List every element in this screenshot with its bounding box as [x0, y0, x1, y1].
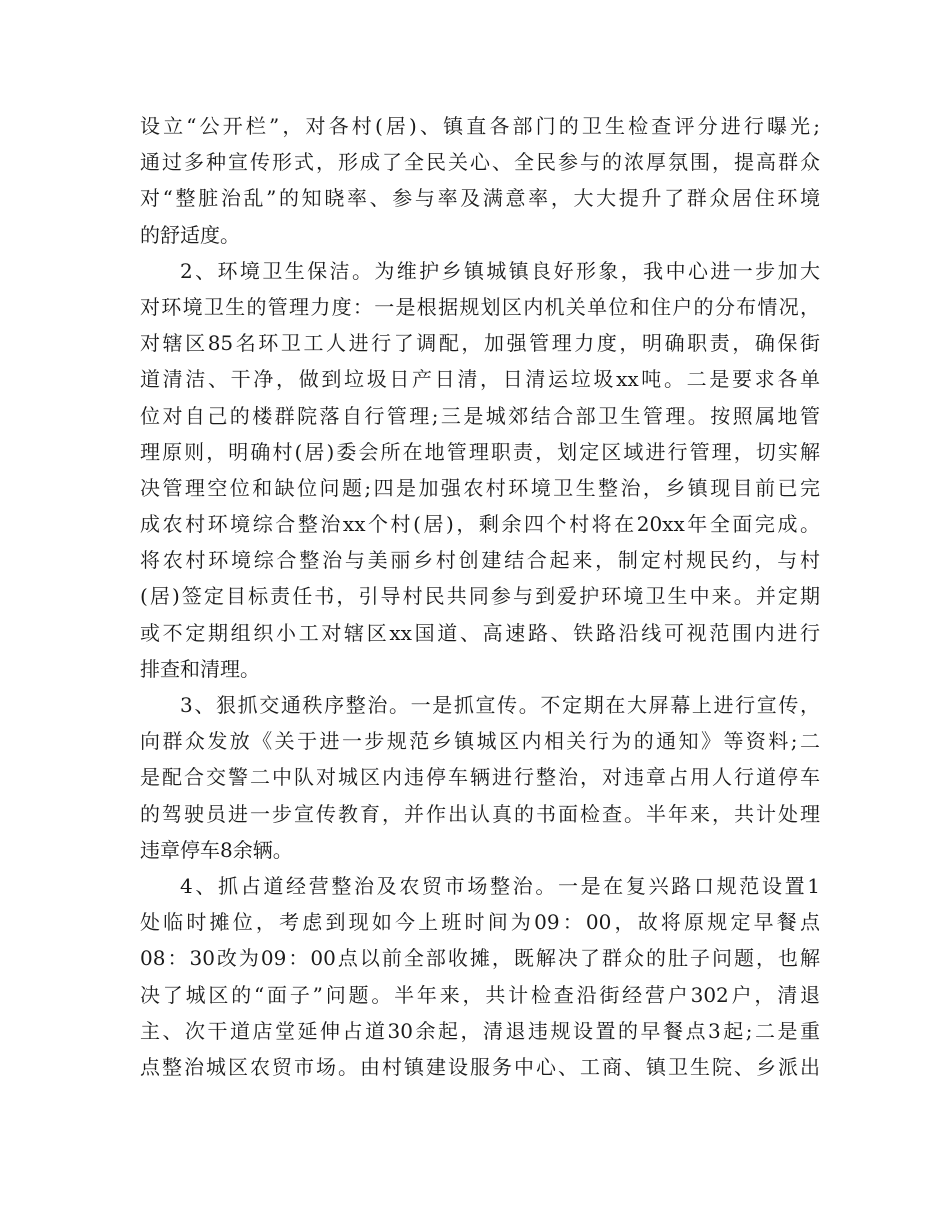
- text-line: 向群众发放《关于进一步规范乡镇城区内相关行为的通知》等资料;二: [140, 729, 820, 754]
- paragraph-start-line: 2、环境卫生保洁。为维护乡镇城镇良好形象，我中心进一步加大: [180, 258, 820, 283]
- text-line: 主、次干道店堂延伸占道30余起，清退违规设置的早餐点3起;二是重: [140, 1018, 820, 1043]
- paragraph-start-line: 3、狠抓交通秩序整治。一是抓宣传。不定期在大屏幕上进行宣传，: [180, 693, 820, 717]
- text-line: 将农村环境综合整治与美丽乡村创建结合起来，制定村规民约，与村: [140, 548, 820, 573]
- text-line: 08：30改为09：00点以前全部收摊，既解决了群众的肚子问题，也解: [140, 946, 820, 971]
- text-line: 理原则，明确村(居)委会所在地管理职责，划定区域进行管理，切实解: [140, 439, 820, 464]
- body-text: [140, 108, 820, 1085]
- text-line: 排查和清理。: [140, 656, 260, 681]
- text-line: 或不定期组织小工对辖区xx国道、高速路、铁路沿线可视范围内进行: [140, 620, 820, 645]
- text-line: 的驾驶员进一步宣传教育，并作出认真的书面检查。半年来，共计处理: [140, 801, 820, 826]
- paragraph-start-line: 4、抓占道经营整治及农贸市场整治。一是在复兴路口规范设置1: [180, 873, 820, 898]
- text-line: 对“整脏治乱”的知晓率、参与率及满意率，大大提升了群众居住环境: [140, 186, 820, 211]
- text-line: 对环境卫生的管理力度：一是根据规划区内机关单位和住户的分布情况，: [140, 294, 820, 319]
- text-line: 决了城区的“面子”问题。半年来，共计检查沿街经营户302户，清退: [140, 982, 820, 1007]
- text-line: 的舒适度。: [140, 222, 240, 247]
- text-line: 设立“公开栏”，对各村(居)、镇直各部门的卫生检查评分进行曝光;: [140, 114, 820, 138]
- text-line: 决管理空位和缺位问题;四是加强农村环境卫生整治，乡镇现目前已完: [140, 475, 820, 500]
- text-line: 成农村环境综合整治xx个村(居)，剩余四个村将在20xx年全面完成。: [140, 512, 820, 537]
- text-line: 通过多种宣传形式，形成了全民关心、全民参与的浓厚氛围，提高群众: [140, 150, 820, 175]
- text-line: 位对自己的楼群院落自行管理;三是城郊结合部卫生管理。按照属地管: [140, 403, 820, 428]
- text-line: 道清洁、干净，做到垃圾日产日清，日清运垃圾xx吨。二是要求各单: [140, 367, 820, 392]
- text-line: 处临时摊位，考虑到现如今上班时间为09：00，故将原规定早餐点: [140, 910, 820, 935]
- text-line: 是配合交警二中队对城区内违停车辆进行整治，对违章占用人行道停车: [140, 765, 820, 790]
- text-line: (居)签定目标责任书，引导村民共同参与到爱护环境卫生中来。并定期: [140, 584, 820, 609]
- text-line: 点整治城区农贸市场。由村镇建设服务中心、工商、镇卫生院、乡派出: [140, 1054, 820, 1079]
- text-line: 对辖区85名环卫工人进行了调配，加强管理力度，明确职责，确保街: [140, 331, 820, 356]
- text-line: 违章停车8余辆。: [140, 837, 293, 862]
